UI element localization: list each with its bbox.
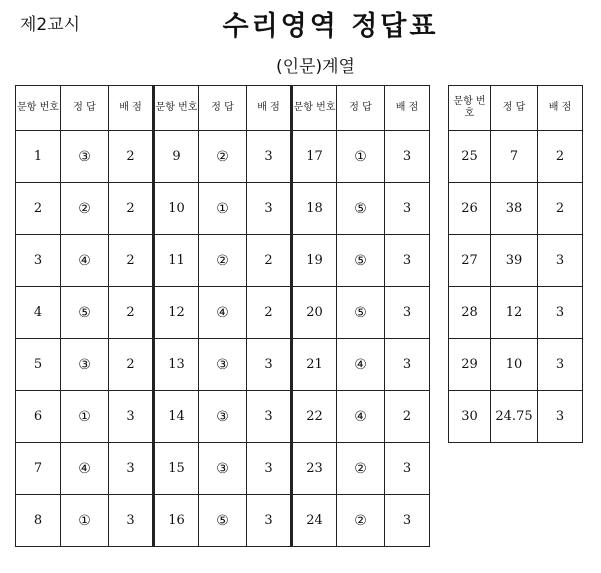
page-title — [0, 4, 601, 43]
header-row — [449, 86, 583, 131]
score-cell: 2 — [109, 183, 154, 235]
table-row — [16, 391, 430, 443]
answer-cell: ⑤ — [61, 287, 109, 339]
question-number-cell: 12 — [154, 287, 199, 339]
score-cell: 2 — [109, 131, 154, 183]
score-cell: 3 — [109, 495, 154, 547]
question-number-cell: 19 — [292, 235, 337, 287]
score-cell: 3 — [538, 287, 583, 339]
col-header-score: 배 점 — [247, 86, 292, 131]
question-number-cell: 21 — [292, 339, 337, 391]
col-header-answer: 정 답 — [199, 86, 247, 131]
question-number-cell: 16 — [154, 495, 199, 547]
score-cell: 2 — [538, 131, 583, 183]
col-header-number: 문항 번호 — [449, 86, 491, 131]
score-cell: 3 — [247, 391, 292, 443]
answer-cell: ③ — [61, 339, 109, 391]
question-number-cell: 24 — [292, 495, 337, 547]
answer-cell: ② — [337, 495, 385, 547]
answer-cell: ① — [61, 495, 109, 547]
answer-cell: ② — [337, 443, 385, 495]
table-row — [16, 339, 430, 391]
question-number-cell: 1 — [16, 131, 61, 183]
score-cell: 2 — [538, 183, 583, 235]
answer-cell: ① — [199, 183, 247, 235]
score-cell: 3 — [109, 443, 154, 495]
col-header-answer: 정 답 — [491, 86, 538, 131]
answer-table-main — [15, 85, 430, 547]
table-row — [16, 183, 430, 235]
score-cell: 3 — [247, 339, 292, 391]
question-number-cell: 18 — [292, 183, 337, 235]
table-row — [16, 235, 430, 287]
answer-cell: 12 — [491, 287, 538, 339]
answer-cell: ② — [199, 131, 247, 183]
table-row — [16, 495, 430, 547]
answer-table-short-answer — [448, 85, 583, 443]
col-header-score: 배 점 — [385, 86, 430, 131]
question-number-cell: 9 — [154, 131, 199, 183]
header-row — [16, 86, 430, 131]
score-cell: 3 — [247, 495, 292, 547]
answer-cell: ⑤ — [337, 235, 385, 287]
score-cell: 3 — [247, 183, 292, 235]
answer-cell: 39 — [491, 235, 538, 287]
answer-cell: ① — [337, 131, 385, 183]
col-header-number: 문항 번호 — [16, 86, 61, 131]
session-label: 제2교시 — [20, 15, 81, 35]
col-header-answer: 정 답 — [337, 86, 385, 131]
question-number-cell: 10 — [154, 183, 199, 235]
question-number-cell: 2 — [16, 183, 61, 235]
score-cell: 2 — [109, 287, 154, 339]
table-row — [16, 287, 430, 339]
answer-cell: ① — [61, 391, 109, 443]
score-cell: 3 — [538, 339, 583, 391]
question-number-cell: 26 — [449, 183, 491, 235]
col-header-number: 문항 번호 — [154, 86, 199, 131]
score-cell: 2 — [247, 287, 292, 339]
question-number-cell: 22 — [292, 391, 337, 443]
score-cell: 3 — [385, 183, 430, 235]
answer-cell: ④ — [61, 235, 109, 287]
col-header-answer: 정 답 — [61, 86, 109, 131]
col-header-number: 문항 번호 — [292, 86, 337, 131]
answer-cell: ③ — [199, 339, 247, 391]
question-number-cell: 4 — [16, 287, 61, 339]
question-number-cell: 14 — [154, 391, 199, 443]
question-number-cell: 27 — [449, 235, 491, 287]
score-cell: 3 — [385, 443, 430, 495]
col-header-score: 배 점 — [538, 86, 583, 131]
question-number-cell: 15 — [154, 443, 199, 495]
question-number-cell: 20 — [292, 287, 337, 339]
answer-cell: ⑤ — [337, 183, 385, 235]
answer-cell: ④ — [337, 391, 385, 443]
question-number-cell: 3 — [16, 235, 61, 287]
question-number-cell: 6 — [16, 391, 61, 443]
page-title-text: 수리영역 정답표 — [222, 11, 439, 42]
score-cell: 3 — [109, 391, 154, 443]
question-number-cell: 13 — [154, 339, 199, 391]
table-row — [449, 131, 583, 183]
table-row — [16, 443, 430, 495]
answer-cell: ③ — [199, 443, 247, 495]
answer-cell: ⑤ — [199, 495, 247, 547]
answer-cell: ④ — [61, 443, 109, 495]
question-number-cell: 28 — [449, 287, 491, 339]
table-row — [449, 183, 583, 235]
table-row — [449, 235, 583, 287]
score-cell: 3 — [385, 235, 430, 287]
question-number-cell: 7 — [16, 443, 61, 495]
question-number-cell: 25 — [449, 131, 491, 183]
answer-cell: ④ — [337, 339, 385, 391]
answer-cell: ② — [199, 235, 247, 287]
page-subtitle — [0, 52, 601, 77]
question-number-cell: 30 — [449, 391, 491, 443]
score-cell: 3 — [247, 443, 292, 495]
table-row — [449, 339, 583, 391]
question-number-cell: 5 — [16, 339, 61, 391]
score-cell: 3 — [385, 131, 430, 183]
question-number-cell: 8 — [16, 495, 61, 547]
score-cell: 3 — [385, 339, 430, 391]
table-row — [449, 287, 583, 339]
question-number-cell: 29 — [449, 339, 491, 391]
answer-cell: ③ — [199, 391, 247, 443]
score-cell: 2 — [247, 235, 292, 287]
question-number-cell: 17 — [292, 131, 337, 183]
answer-cell: ③ — [61, 131, 109, 183]
score-cell: 3 — [385, 287, 430, 339]
score-cell: 2 — [109, 339, 154, 391]
score-cell: 3 — [538, 391, 583, 443]
answer-cell: 7 — [491, 131, 538, 183]
answer-cell: 24.75 — [491, 391, 538, 443]
answer-cell: 10 — [491, 339, 538, 391]
score-cell: 3 — [385, 495, 430, 547]
col-header-score: 배 점 — [109, 86, 154, 131]
answer-cell: 38 — [491, 183, 538, 235]
score-cell: 3 — [247, 131, 292, 183]
page-subtitle-text: (인문)계열 — [276, 57, 355, 77]
answer-cell: ④ — [199, 287, 247, 339]
question-number-cell: 23 — [292, 443, 337, 495]
score-cell: 2 — [385, 391, 430, 443]
table-row — [449, 391, 583, 443]
table-row — [16, 131, 430, 183]
question-number-cell: 11 — [154, 235, 199, 287]
score-cell: 3 — [538, 235, 583, 287]
answer-cell: ⑤ — [337, 287, 385, 339]
score-cell: 2 — [109, 235, 154, 287]
answer-cell: ② — [61, 183, 109, 235]
